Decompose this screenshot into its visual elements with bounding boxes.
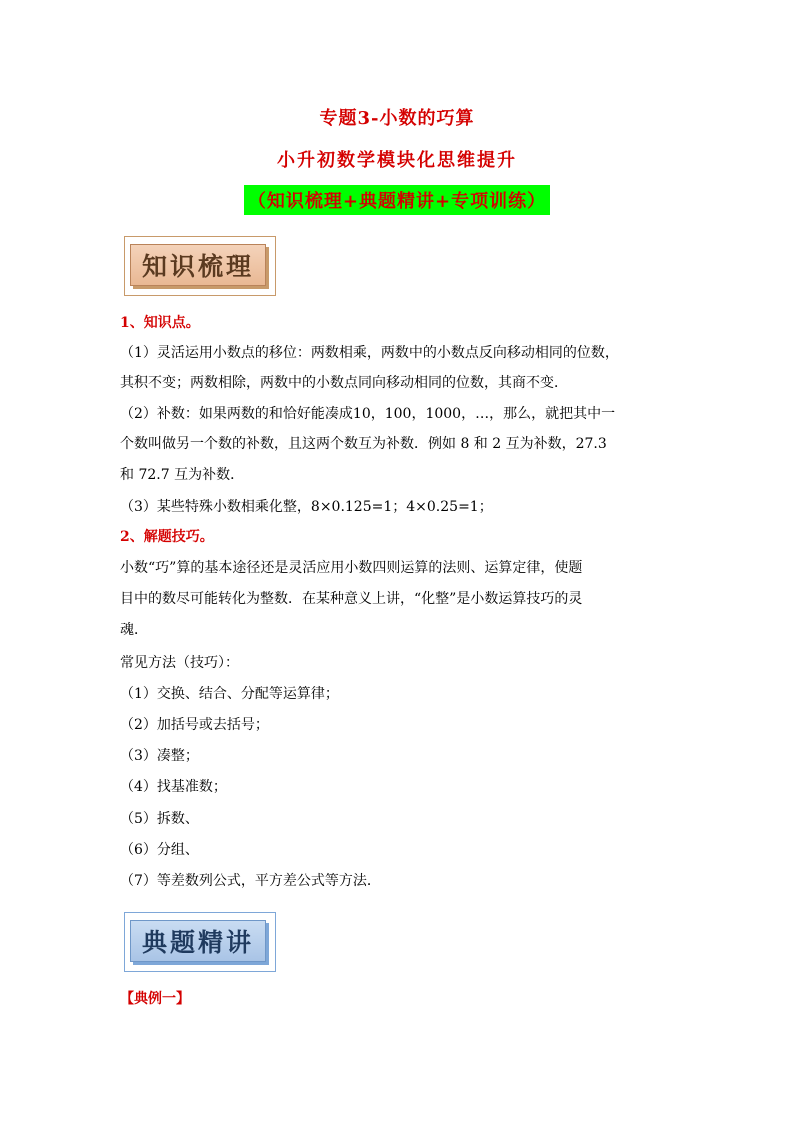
examples-section-label: 典题精讲 (130, 920, 266, 962)
example-label: 【典例一】 (120, 991, 190, 1007)
methods-heading: 常见方法（技巧）： (120, 655, 239, 671)
point2-line: （2）补数：如果两数的和恰好能凑成10，100，1000，…，那么，就把其中一 (120, 406, 616, 422)
point1-line: 其积不变；两数相除，两数中的小数点同向移动相同的位数，其商不变． (120, 375, 568, 391)
method-item: （2）加括号或去括号； (120, 717, 269, 733)
method-item: （7）等差数列公式，平方差公式等方法． (120, 873, 381, 889)
knowledge-section-label: 知识梳理 (130, 244, 266, 286)
method-item: （3）凑整； (120, 748, 199, 764)
point2-line: 和 72.7 互为补数． (120, 467, 245, 483)
page-subtitle: 小升初数学模块化思维提升 (277, 150, 517, 171)
point1-line: （1）灵活运用小数点的移位：两数相乘，两数中的小数点反向移动相同的位数， (120, 345, 619, 361)
tagline: （知识梳理+典题精讲+专项训练） (244, 185, 550, 215)
skill-line: 目中的数尽可能转化为整数．在某种意义上讲，“化整”是小数运算技巧的灵 (120, 591, 583, 607)
skill-line: 魂． (120, 622, 148, 638)
point2-heading: 2、解题技巧。 (120, 529, 214, 545)
page-title: 专题3-小数的巧算 (319, 108, 475, 129)
method-item: （5）拆数、 (120, 811, 199, 827)
method-item: （1）交换、结合、分配等运算律； (120, 686, 339, 702)
skill-line: 小数“巧”算的基本途径还是灵活应用小数四则运算的法则、运算定律，使题 (120, 560, 583, 576)
point2-line: 个数叫做另一个数的补数，且这两个数互为补数．例如 8 和 2 互为补数，27.3 (120, 436, 607, 452)
tagline-wrap (0, 185, 794, 215)
method-item: （4）找基准数； (120, 779, 227, 795)
point3-line: （3）某些特殊小数相乘化整，8×0.125=1；4×0.25=1； (120, 499, 493, 515)
point1-heading: 1、知识点。 (120, 315, 200, 331)
knowledge-section-banner (124, 236, 276, 296)
method-item: （6）分组、 (120, 842, 199, 858)
examples-section-banner (124, 912, 276, 972)
